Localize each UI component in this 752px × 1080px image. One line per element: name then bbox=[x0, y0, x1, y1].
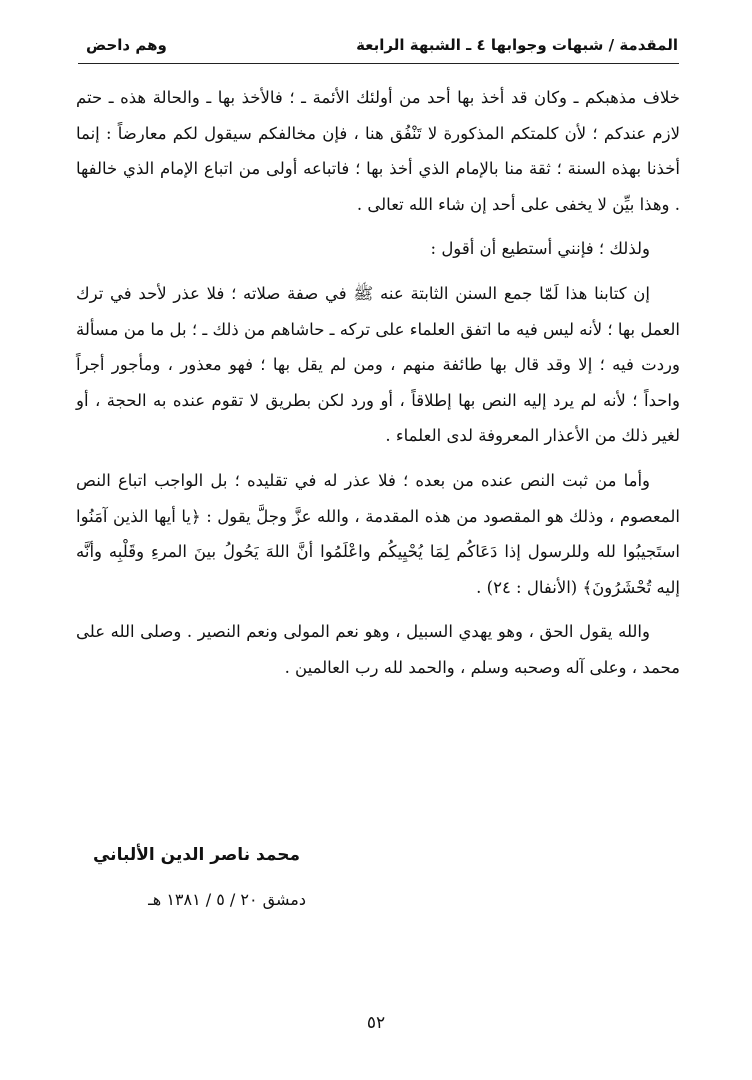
page-number: ٥٢ bbox=[366, 1013, 386, 1033]
main-text bbox=[76, 80, 680, 695]
header-section-title: وهم داحض bbox=[86, 36, 167, 54]
paragraph-1: خلاف مذهبكم ـ وكان قد أخذ بها أحد من أولئك الأئمة ـ ؛ فالأخذ بها ـ والحالة هذه ـ حتم لازم عندكم ؛ لأن كلمتكم المذكورة لا تَنْفُق هنا ، فإن مخالفكم سيقول لكم معارضاً : إنما أخذنا بهذه السنة ؛ ثقة منا بالإمام الذي أخذ بها ؛ فاتباعه أولى من اتباع الإمام الذي خالفها . وهذا بيِّن لا يخفى على أحد إن شاء الله تعالى . bbox=[76, 88, 680, 214]
paragraph-5: والله يقول الحق ، وهو يهدي السبيل ، وهو نعم المولى ونعم النصير . وصلى الله على محمد ، وعلى آله وصحبه وسلم ، والحمد لله رب العالمين . bbox=[76, 622, 680, 677]
date-place-line: دمشق ٢٠ / ٥ / ١٣٨١ هـ bbox=[148, 890, 306, 909]
paragraph-3: إن كتابنا هذا لَمّا جمع السنن الثابتة عنه ﷺ في صفة صلاته ؛ فلا عذر لأحد في ترك العمل بها ؛ لأنه ليس فيه ما اتفق العلماء على تركه ـ حاشاهم من ذلك ـ ؛ بل ما من مسألة وردت فيه ؛ إلا وقد قال بها طائفة منهم ، ومن لم يقل بها ؛ فهو معذور ، ومأجور أجراً واحداً ؛ لأنه لم يرد إليه النص بها إطلاقاً ، أو ورد لكن بطريق لا تقوم عنده به الحجة ، أو لغير ذلك من الأعذار المعروفة لدى العلماء . bbox=[76, 283, 680, 446]
header-divider bbox=[78, 63, 679, 64]
header-chapter-title: المقدمة / شبهات وجوابها ٤ ـ الشبهة الرابعة bbox=[356, 36, 678, 54]
running-header bbox=[78, 30, 678, 64]
author-signature: محمد ناصر الدين الألباني bbox=[92, 845, 300, 865]
paragraph-4: وأما من ثبت النص عنده من بعده ؛ فلا عذر له في تقليده ؛ بل الواجب اتباع النص المعصوم ، وذلك هو المقصود من هذه المقدمة ، والله عزَّ وجلَّ يقول : ﴿يا أيها الذين آمَنُوا استَجيبُوا لله وللرسول إذا دَعَاكُم لِمَا يُحْيِيكُم واعْلَمُوا أنَّ اللهَ يَحُولُ بينَ المرءِ وقَلْبِه وأنَّه إليه تُحْشَرُونَ﴾ (الأنفال : ٢٤) . bbox=[76, 470, 680, 597]
paragraph-2: ولذلك ؛ فإنني أستطيع أن أقول : bbox=[430, 239, 650, 259]
